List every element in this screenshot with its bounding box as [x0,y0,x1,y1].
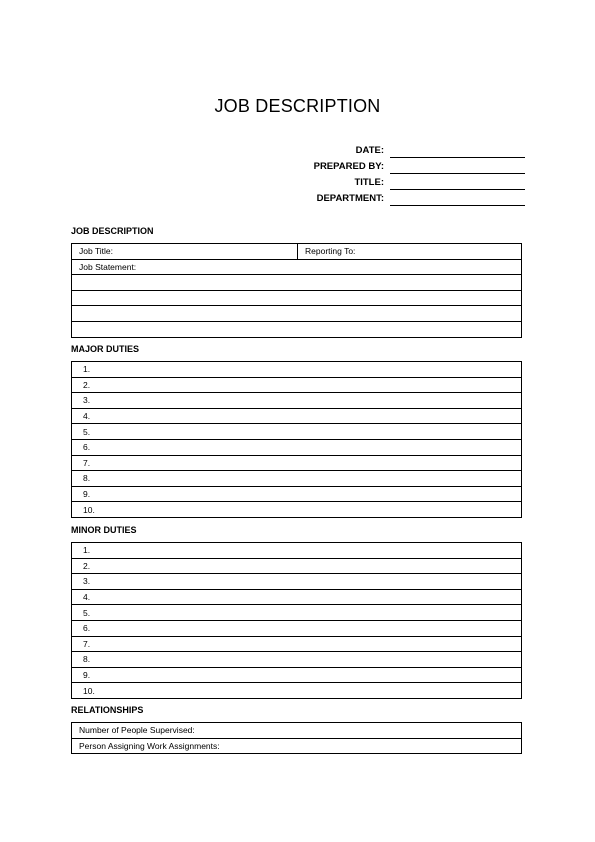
table-row [72,393,522,409]
minor-duty-item[interactable]: 9. [72,667,522,683]
table-row [72,683,522,699]
meta-row-department [300,190,530,206]
page-title: JOB DESCRIPTION [214,96,381,116]
meta-row-title [300,174,530,190]
table-row [72,620,522,636]
job-description-table [71,243,522,338]
relationships-table [71,722,522,754]
table-row [72,574,522,590]
table-row [72,589,522,605]
people-supervised-field[interactable]: Number of People Supervised: [72,723,522,739]
major-duty-item[interactable]: 3. [72,393,522,409]
table-row [72,275,522,291]
minor-duty-item[interactable]: 1. [72,543,522,559]
job-statement-line[interactable] [72,290,522,306]
table-row [72,306,522,322]
table-row [72,290,522,306]
minor-duty-item[interactable]: 10. [72,683,522,699]
table-row [72,455,522,471]
table-row [72,424,522,440]
major-duty-item[interactable]: 5. [72,424,522,440]
major-duty-item[interactable]: 4. [72,408,522,424]
title-label: TITLE: [354,177,384,188]
person-assigning-field[interactable]: Person Assigning Work Assignments: [72,738,522,754]
major-duty-item[interactable]: 2. [72,377,522,393]
date-field[interactable] [390,146,525,158]
job-statement-line[interactable] [72,321,522,337]
reporting-to-field[interactable]: Reporting To: [298,244,522,260]
major-duty-item[interactable]: 9. [72,486,522,502]
minor-duty-item[interactable]: 7. [72,636,522,652]
major-duties-table [71,361,522,518]
major-duty-item[interactable]: 6. [72,439,522,455]
table-row [72,636,522,652]
minor-duties-heading: MINOR DUTIES [71,525,137,535]
minor-duty-item[interactable]: 4. [72,589,522,605]
title-field[interactable] [390,178,525,190]
minor-duty-item[interactable]: 3. [72,574,522,590]
prepared-by-field[interactable] [390,162,525,174]
prepared-by-label: PREPARED BY: [313,161,384,172]
meta-row-prepared-by [300,158,530,174]
job-statement-field[interactable]: Job Statement: [72,259,522,275]
minor-duty-item[interactable]: 2. [72,558,522,574]
meta-block [300,142,530,206]
table-row [72,244,522,260]
table-row [72,362,522,378]
department-label: DEPARTMENT: [316,193,384,204]
department-field[interactable] [390,194,525,206]
minor-duty-item[interactable]: 6. [72,620,522,636]
minor-duty-item[interactable]: 8. [72,652,522,668]
table-row [72,558,522,574]
table-row [72,408,522,424]
minor-duties-table [71,542,522,699]
major-duties-heading: MAJOR DUTIES [71,344,140,354]
table-row [72,259,522,275]
job-statement-line[interactable] [72,306,522,322]
table-row [72,471,522,487]
table-row [72,652,522,668]
table-row [72,321,522,337]
major-duty-item[interactable]: 1. [72,362,522,378]
major-duty-item[interactable]: 7. [72,455,522,471]
table-row [72,738,522,754]
table-row [72,486,522,502]
minor-duty-item[interactable]: 5. [72,605,522,621]
relationships-heading: RELATIONSHIPS [71,705,144,715]
table-row [72,605,522,621]
job-statement-line[interactable] [72,275,522,291]
table-row [72,439,522,455]
table-row [72,377,522,393]
job-description-heading: JOB DESCRIPTION [71,226,154,236]
major-duty-item[interactable]: 10. [72,502,522,518]
table-row [72,543,522,559]
date-label: DATE: [355,145,384,156]
major-duty-item[interactable]: 8. [72,471,522,487]
job-title-field[interactable]: Job Title: [72,244,298,260]
table-row [72,502,522,518]
table-row [72,667,522,683]
meta-row-date [300,142,530,158]
table-row [72,723,522,739]
